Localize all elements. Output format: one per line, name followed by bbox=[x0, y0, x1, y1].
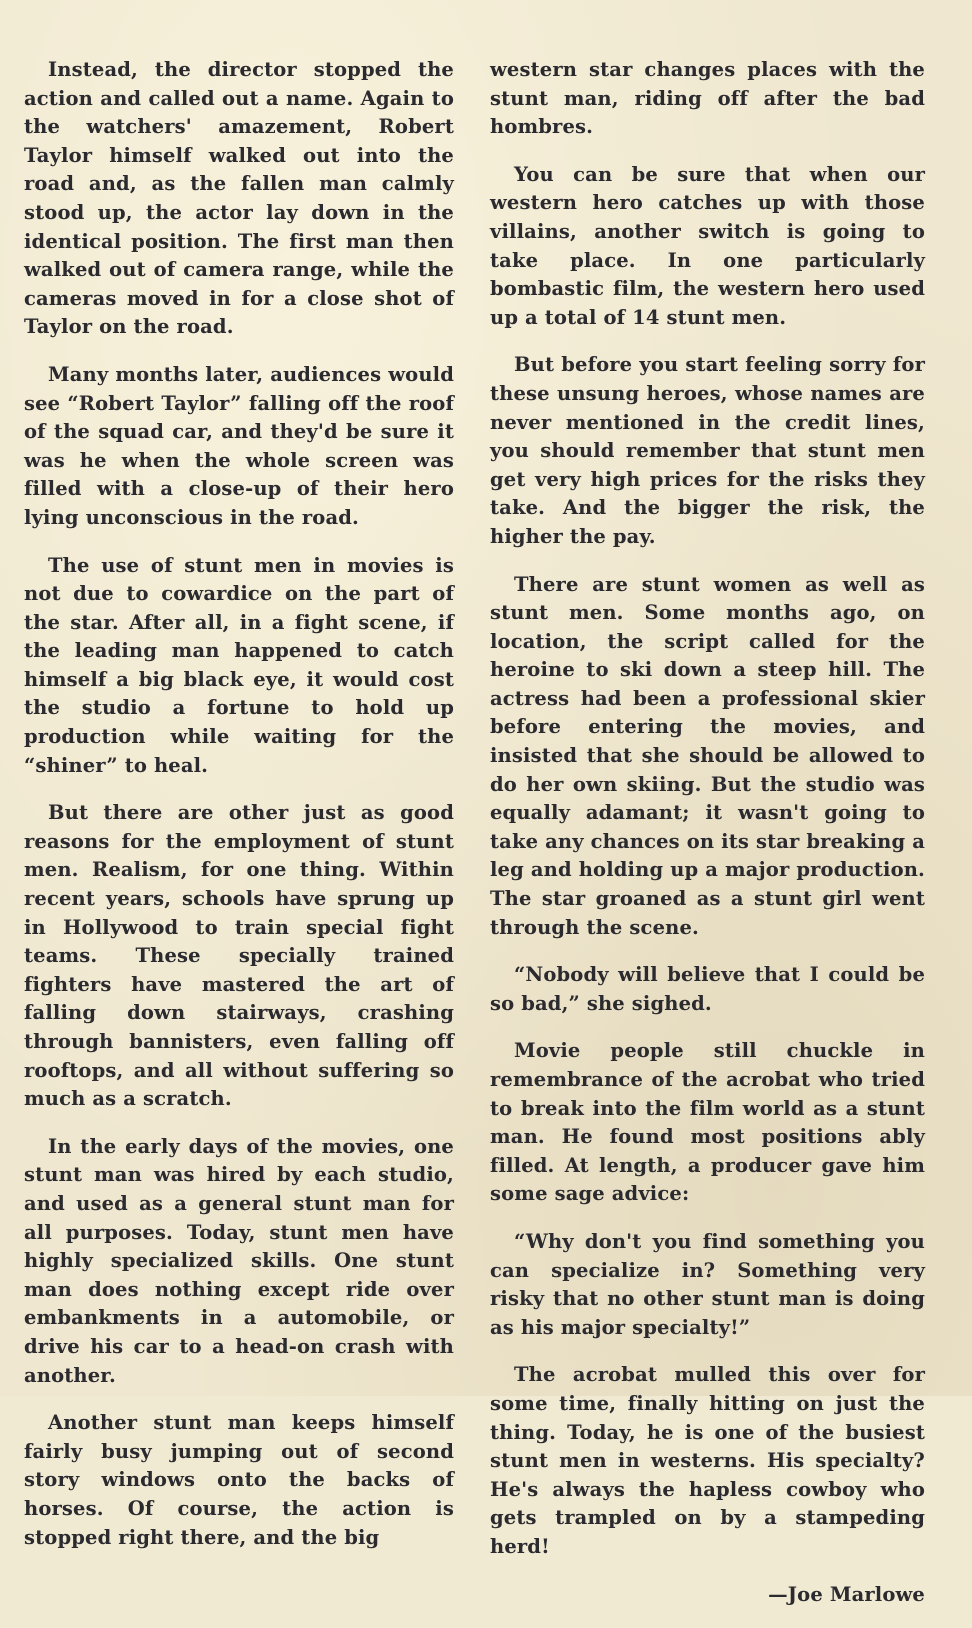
paragraph: The use of stunt men in movies is not due to cowardice on the part of the star. After all, in a fight scene, if the leading man happened to catch himself a big black eye, it would cost the studio a fortune to hold up production while waiting for the “shiner” to heal. bbox=[24, 553, 454, 777]
paragraph: Many months later, audiences would see “Robert Taylor” falling off the roof of the squad car, and they'd be sure it was he when the whole screen was filled with a close-up of their hero lying unconscious in the road. bbox=[24, 362, 454, 529]
author-byline: —Joe Marlowe bbox=[768, 1582, 925, 1606]
paragraph: But before you start feeling sorry for these unsung heroes, whose names are never mentioned in the credit lines, you should remember that stunt men get very high prices for the risks they take. And the bigger the risk, the higher the pay. bbox=[490, 353, 925, 548]
paragraph: In the early days of the movies, one stunt man was hired by each studio, and used as a general stunt man for all purposes. Today, stunt men have highly specialized skills. One stunt man does nothing except ride over embankments in a automobile, or drive his car to a head-on crash with another. bbox=[24, 1134, 454, 1387]
right-column bbox=[490, 56, 925, 1628]
paragraph: You can be sure that when our western hero catches up with those villains, another switch is going to take place. In one particularly bombastic film, the western hero used up a total of 14 stunt men. bbox=[490, 162, 925, 329]
paragraph: Instead, the director stopped the action and called out a name. Again to the watchers' amazement, Robert Taylor himself walked out into the road and, as the fallen man calmly stood up, the actor lay down in the identical position. The first man then walked out of camera range, while the cameras moved in for a close shot of Taylor on the road. bbox=[24, 58, 454, 339]
paragraph: But there are other just as good reasons for the employment of stunt men. Realism, for one thing. Within recent years, schools have sprung up in Hollywood to train special fight teams. These specially trained fighters have mastered the art of falling down stairways, crashing through bannisters, even falling off rooftops, and all without suffering so much as a scratch. bbox=[24, 801, 454, 1111]
paragraph: Movie people still chuckle in remembrance of the acrobat who tried to break into the film world as a stunt man. He found most positions ably filled. At length, a producer gave him some sage advice: bbox=[490, 1039, 925, 1206]
paragraph: There are stunt women as well as stunt men. Some months ago, on location, the script called for the heroine to ski down a steep hill. The actress had been a professional skier before entering the movies, and insisted that she should be allowed to do her own skiing. But the studio was equally adamant; it wasn't going to take any chances on its star breaking a leg and holding up a major production. The star groaned as a stunt girl went through the scene. bbox=[490, 572, 925, 939]
paragraph: “Why don't you find something you can specialize in? Something very risky that no other stunt man is doing as his major specialty!” bbox=[490, 1229, 925, 1339]
paragraph-continuation: western star changes places with the stunt man, riding off after the bad hombres. bbox=[490, 58, 925, 139]
paragraph: Another stunt man keeps himself fairly busy jumping out of second story windows onto the backs of horses. Of course, the action is stopped right there, and the big bbox=[24, 1411, 454, 1549]
paragraph: “Nobody will believe that I could be so bad,” she sighed. bbox=[490, 963, 925, 1015]
paragraph: The acrobat mulled this over for some time, finally hitting on just the thing. Today, he is one of the busiest stunt men in westerns. His specialty? He's always the hapless cowboy who gets trampled on by a stampeding herd! bbox=[490, 1363, 925, 1558]
left-column bbox=[24, 56, 454, 1571]
